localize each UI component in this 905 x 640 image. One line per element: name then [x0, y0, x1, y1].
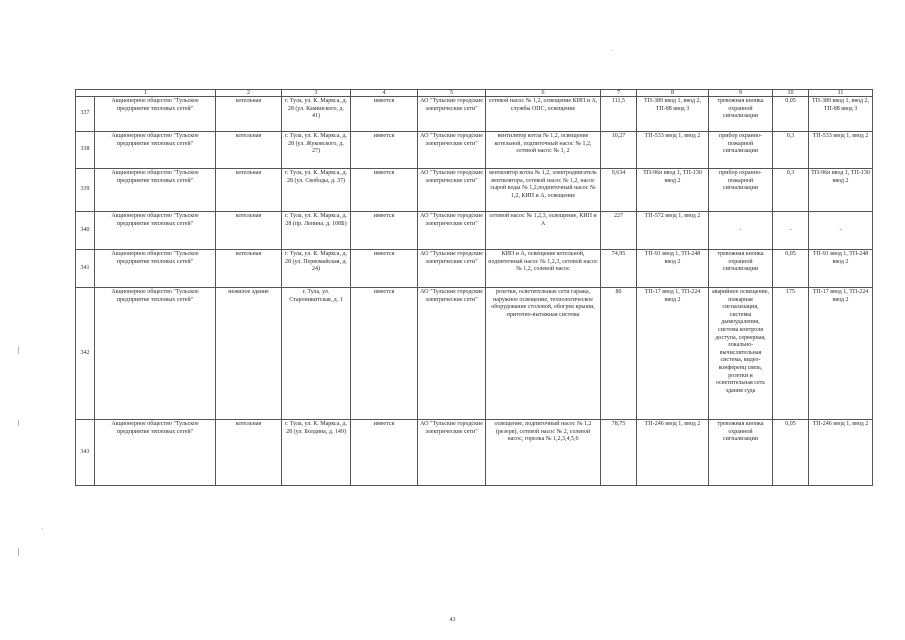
alarm-cell: тревожная кнопка охранной сигнализации — [709, 420, 773, 486]
page-number: 43 — [449, 617, 456, 623]
alarm-source-cell: ТП-246 ввод 1, ввод 2 — [809, 420, 873, 486]
alarm-power-cell: - — [773, 212, 809, 250]
row-number: 337 — [76, 97, 95, 132]
organization-cell: Акционерное общество "Тульское предприятие тепловых сетей" — [95, 420, 216, 486]
alarm-cell: прибор охранно-пожарной сигнализации — [709, 132, 773, 169]
header-cell-1: 1 — [76, 90, 216, 97]
header-cell-2: 2 — [216, 90, 282, 97]
supplier-cell: АО "Тульские городские электрические сети" — [418, 212, 486, 250]
object-type-cell: котельная — [216, 169, 282, 212]
scan-speck — [18, 346, 19, 354]
alarm-cell: аварийное освещение, пожарная сигнализация, системы дымоудаления, система контроля доступа, серверная, локально-вычислительная система, видео-конференц связь, розетки и осветительная сеть здания суда — [709, 288, 773, 420]
row-number: 339 — [76, 169, 95, 212]
supplier-cell: АО "Тульские городские электрические сети" — [418, 132, 486, 169]
object-type-cell: котельная — [216, 97, 282, 132]
source-cell: ТП-17 ввод 1, ТП-224 ввод 2 — [637, 288, 709, 420]
organization-cell: Акционерное общество "Тульское предприятие тепловых сетей" — [95, 97, 216, 132]
source-cell: ТП-91 ввод 1, ТП-248 ввод 2 — [637, 250, 709, 288]
scan-speck — [18, 420, 19, 426]
table-row — [76, 132, 873, 169]
equipment-cell: сетевой насос № 1,2,3, освещение, КИП и А — [486, 212, 601, 250]
status-cell: имеется — [351, 250, 418, 288]
alarm-source-cell: - — [809, 212, 873, 250]
power-cell: 10,27 — [601, 132, 637, 169]
object-type-cell: котельная — [216, 132, 282, 169]
table-header-row — [76, 90, 873, 97]
organization-cell: Акционерное общество "Тульское предприятие тепловых сетей" — [95, 288, 216, 420]
equipment-cell: КИП и А, освещение котельной, подпиточный насос № 1,2,3, сетевой насос № 1,2, солевой насос — [486, 250, 601, 288]
object-type-cell: котельная — [216, 212, 282, 250]
power-cell: 111,5 — [601, 97, 637, 132]
address-cell: г. Тула, ул. К. Маркса, д. 28 (ул. Свободы, д. 37) — [282, 169, 351, 212]
address-cell: г. Тула, ул. Староникитская, д. 1 — [282, 288, 351, 420]
alarm-source-cell: ТП-96н ввод 1, ТП-130 ввод 2 — [809, 169, 873, 212]
organization-cell: Акционерное общество "Тульское предприятие тепловых сетей" — [95, 212, 216, 250]
header-cell-8: 8 — [637, 90, 709, 97]
status-cell: имеется — [351, 288, 418, 420]
alarm-source-cell: ТП-91 ввод 1, ТП-248 ввод 2 — [809, 250, 873, 288]
object-type-cell: котельная — [216, 420, 282, 486]
table-row — [76, 169, 873, 212]
header-cell-6: 6 — [486, 90, 601, 97]
alarm-source-cell: ТП-533 ввод 1, ввод 2 — [809, 132, 873, 169]
source-cell: ТП-572 ввод 1, ввод 2 — [637, 212, 709, 250]
power-cell: 74,95 — [601, 250, 637, 288]
alarm-power-cell: 0,3 — [773, 132, 809, 169]
supplier-cell: АО "Тульские городские электрические сети" — [418, 288, 486, 420]
address-cell: г. Тула, ул. К. Маркса, д. 28 (ул. Первомайская, д. 24) — [282, 250, 351, 288]
table-row — [76, 97, 873, 132]
row-number: 341 — [76, 250, 95, 288]
equipment-cell: сетевой насос № 1,2, освещение КИП и А, службы ОПС, освещение — [486, 97, 601, 132]
table-row — [76, 212, 873, 250]
table-row — [76, 420, 873, 486]
header-cell-11: 11 — [809, 90, 873, 97]
object-type-cell: нежилое здание — [216, 288, 282, 420]
header-cell-4: 4 — [351, 90, 418, 97]
organization-cell: Акционерное общество "Тульское предприятие тепловых сетей" — [95, 132, 216, 169]
row-number: 343 — [76, 420, 95, 486]
equipment-cell: вентилятор котла № 1,2, освещение котельной, подпиточный насос № 1,2, сетевой насос № 1, 2 — [486, 132, 601, 169]
supplier-cell: АО "Тульские городские электрические сети" — [418, 97, 486, 132]
header-cell-3: 3 — [282, 90, 351, 97]
power-cell: 80 — [601, 288, 637, 420]
source-cell: ТП-389 ввод 1, ввод 2, ТП-88 ввод 3 — [637, 97, 709, 132]
address-cell: г. Тула, ул. К. Маркса, д. 28 (ул. Каминского, д. 41) — [282, 97, 351, 132]
status-cell: имеется — [351, 132, 418, 169]
organization-cell: Акционерное общество "Тульское предприятие тепловых сетей" — [95, 169, 216, 212]
equipment-cell: освещение, подпиточный насос № 1,2 (резерв), сетевой насос № 2, солевой насос, горелка № 1,2,3,4,5,6 — [486, 420, 601, 486]
equipment-cell: вентилятор котла № 1,2, электродвигатель вентилятора, сетевой насос № 1,2, насос сырой воды № 1,2,подпиточный насос № 1,2, КИП и А, освещение — [486, 169, 601, 212]
table-row — [76, 250, 873, 288]
alarm-power-cell: 0,05 — [773, 420, 809, 486]
address-cell: г. Тула, ул. К. Маркса, д. 28 (ул. Жуковского, д. 27) — [282, 132, 351, 169]
row-number: 338 — [76, 132, 95, 169]
alarm-cell: - — [709, 212, 773, 250]
header-cell-9: 9 — [709, 90, 773, 97]
data-table — [75, 89, 873, 486]
header-cell-7: 7 — [601, 90, 637, 97]
row-number: 340 — [76, 212, 95, 250]
address-cell: г. Тула, ул. К. Маркса, д. 28 (пр. Ленина, д. 108Б) — [282, 212, 351, 250]
equipment-cell: розетки, осветительные сети гаража, наружное освещение, технологическое оборудование столовой, обогрев крыши, приточно-вытяжная система — [486, 288, 601, 420]
organization-cell: Акционерное общество "Тульское предприятие тепловых сетей" — [95, 250, 216, 288]
alarm-power-cell: 0,05 — [773, 97, 809, 132]
supplier-cell: АО "Тульские городские электрические сети" — [418, 420, 486, 486]
scan-speck — [42, 528, 43, 529]
alarm-cell: прибор охранно-пожарной сигнализации — [709, 169, 773, 212]
scan-speck — [612, 50, 613, 51]
power-cell: 227 — [601, 212, 637, 250]
alarm-power-cell: 175 — [773, 288, 809, 420]
table-row — [76, 288, 873, 420]
scan-speck — [18, 548, 19, 556]
row-number: 342 — [76, 288, 95, 420]
source-cell: ТП-96н ввод 1, ТП-130 ввод 2 — [637, 169, 709, 212]
alarm-cell: тревожная кнопка охранной сигнализации — [709, 97, 773, 132]
source-cell: ТП-246 ввод 1, ввод 2 — [637, 420, 709, 486]
alarm-power-cell: 0,05 — [773, 250, 809, 288]
status-cell: имеется — [351, 169, 418, 212]
address-cell: г. Тула, ул. К. Маркса, д. 28 (ул. Болдина, д. 149) — [282, 420, 351, 486]
source-cell: ТП-533 ввод 1, ввод 2 — [637, 132, 709, 169]
status-cell: имеется — [351, 420, 418, 486]
alarm-cell: тревожная кнопка охранной сигнализации — [709, 250, 773, 288]
status-cell: имеется — [351, 97, 418, 132]
alarm-power-cell: 0,3 — [773, 169, 809, 212]
supplier-cell: АО "Тульские городские электрические сети" — [418, 250, 486, 288]
header-cell-5: 5 — [418, 90, 486, 97]
alarm-source-cell: ТП-17 ввод 1, ТП-224 ввод 2 — [809, 288, 873, 420]
alarm-source-cell: ТП-389 ввод 1, ввод 2, ТП-88 ввод 3 — [809, 97, 873, 132]
supplier-cell: АО "Тульские городские электрические сети" — [418, 169, 486, 212]
object-type-cell: котельная — [216, 250, 282, 288]
status-cell: имеется — [351, 212, 418, 250]
power-cell: 78,75 — [601, 420, 637, 486]
header-cell-10: 10 — [773, 90, 809, 97]
power-cell: 9,634 — [601, 169, 637, 212]
